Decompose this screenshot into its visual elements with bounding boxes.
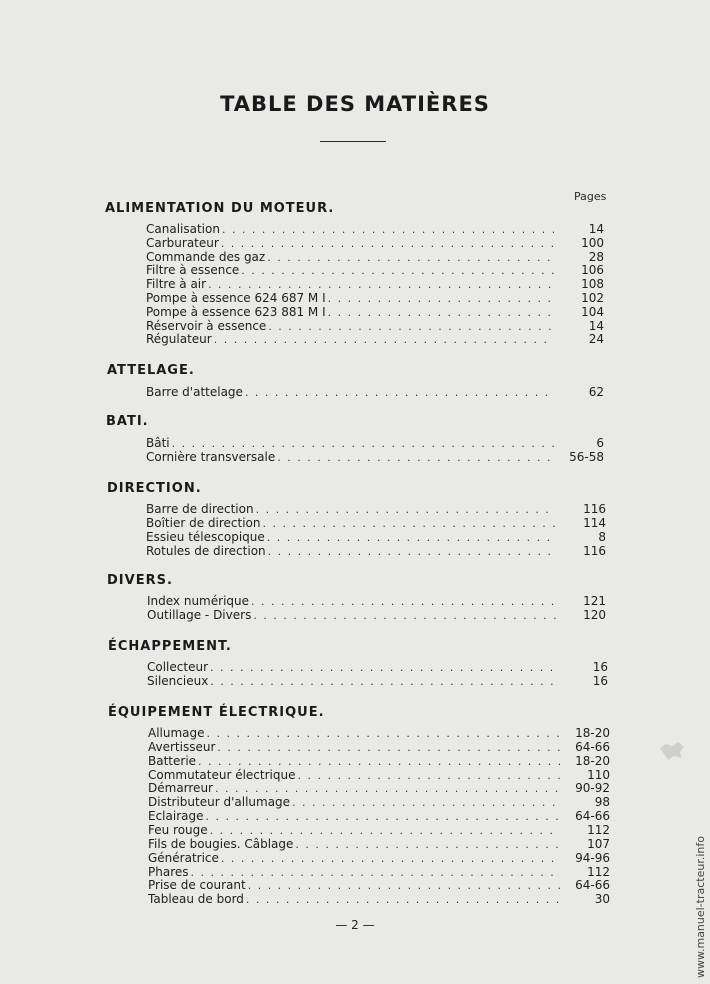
dot-leader <box>262 517 556 531</box>
entry-label: Barre de direction <box>146 502 254 516</box>
entry-label: Prise de courant <box>148 878 246 893</box>
dot-leader <box>277 451 554 465</box>
toc-entry <box>147 608 606 622</box>
toc-entry <box>148 878 610 892</box>
entry-page-number: 120 <box>583 608 606 622</box>
entry-label: Distributeur d'allumage <box>148 795 291 810</box>
entry-page-number: 56-58 <box>569 450 604 464</box>
entry-label: Rotules de direction <box>146 543 266 558</box>
dot-leader <box>245 386 554 400</box>
toc-entry <box>146 305 604 319</box>
entry-label: Canalisation <box>146 222 220 236</box>
entry-page-number: 30 <box>594 892 610 907</box>
entry-label: Silencieux <box>147 674 209 688</box>
toc-entry <box>146 250 604 264</box>
toc-entry <box>146 450 604 464</box>
entry-page-number: 14 <box>588 222 604 236</box>
entry-page-number: 110 <box>587 767 610 782</box>
toc-entry <box>146 332 604 346</box>
toc-entry <box>148 795 610 809</box>
toc-entry <box>147 594 606 608</box>
dot-leader <box>251 595 556 609</box>
toc-entry <box>146 530 606 544</box>
entry-page-number: 64-66 <box>575 878 610 893</box>
toc-entry <box>148 768 610 782</box>
toc-entry <box>148 726 610 740</box>
section-heading: ÉCHAPPEMENT. <box>108 639 232 654</box>
entry-label: Batterie <box>148 753 197 768</box>
entry-label: Filtre à air <box>146 277 207 292</box>
toc-entry <box>146 236 604 250</box>
toc-entry <box>146 291 604 305</box>
section-heading: ÉQUIPEMENT ÉLECTRIQUE. <box>108 705 325 720</box>
entry-page-number: 64-66 <box>575 739 610 754</box>
entry-label: Tableau de bord <box>148 892 244 907</box>
toc-entry <box>148 837 610 851</box>
entry-page-number: 90-92 <box>575 781 610 796</box>
entry-label: Bâti <box>146 436 170 450</box>
entry-page-number: 108 <box>581 277 604 292</box>
entry-label: Commutateur électrique <box>148 767 296 782</box>
toc-entry <box>146 502 606 516</box>
entry-page-number: 64-66 <box>575 809 610 824</box>
toc-entry <box>146 436 604 450</box>
entry-page-number: 14 <box>588 318 604 333</box>
dot-leader <box>210 675 558 689</box>
entry-page-number: 102 <box>581 291 604 305</box>
entry-page-number: 8 <box>598 529 606 544</box>
dot-leader <box>214 333 554 347</box>
entry-page-number: 106 <box>581 263 604 278</box>
toc-entry <box>147 660 608 674</box>
entry-page-number: 116 <box>583 502 606 516</box>
entry-label: Avertisseur <box>148 739 216 754</box>
entry-label: Génératrice <box>148 850 219 865</box>
entry-page-number: 114 <box>583 515 606 530</box>
entry-label: Pompe à essence 623 881 M I <box>146 304 326 319</box>
entry-label: Fils de bougies. Câblage <box>148 836 294 851</box>
entry-label: Collecteur <box>147 660 208 674</box>
entry-label: Réservoir à essence <box>146 318 267 333</box>
page-number: — 2 — <box>335 918 375 932</box>
entry-page-number: 112 <box>587 822 610 837</box>
toc-entry <box>148 851 610 865</box>
dot-leader <box>210 661 558 675</box>
entry-label: Allumage <box>148 726 205 740</box>
dot-leader <box>172 437 554 451</box>
dot-leader <box>256 503 556 517</box>
section-heading: DIRECTION. <box>107 481 202 496</box>
toc-entry <box>146 263 604 277</box>
pages-column-label: Pages <box>574 190 607 203</box>
toc-entry <box>146 277 604 291</box>
toc-entry <box>146 385 604 399</box>
entry-page-number: 94-96 <box>575 850 610 865</box>
entry-label: Feu rouge <box>148 822 208 837</box>
toc-entry <box>147 674 608 688</box>
section-heading: BATI. <box>106 414 149 429</box>
entry-page-number: 24 <box>588 332 604 347</box>
entry-label: Démarreur <box>148 781 213 796</box>
entry-label: Régulateur <box>146 332 212 347</box>
entry-page-number: 16 <box>592 674 608 688</box>
toc-entry <box>146 222 604 236</box>
entry-page-number: 6 <box>596 436 604 450</box>
dot-leader <box>267 531 556 545</box>
entry-label: Outillage - Divers <box>147 608 252 622</box>
entry-page-number: 112 <box>587 864 610 879</box>
entry-label: Commande des gaz <box>146 249 266 264</box>
toc-entry <box>148 892 610 906</box>
entry-page-number: 16 <box>592 660 608 674</box>
toc-entry <box>148 754 610 768</box>
entry-page-number: 28 <box>588 249 604 264</box>
entry-page-number: 100 <box>581 235 604 250</box>
entry-page-number: 98 <box>594 795 610 810</box>
toc-entry <box>146 544 606 558</box>
entry-label: Essieu télescopique <box>146 529 265 544</box>
entry-page-number: 116 <box>583 543 606 558</box>
entry-page-number: 121 <box>583 594 606 608</box>
entry-label: Boîtier de direction <box>146 515 261 530</box>
dot-leader <box>246 893 560 907</box>
section-heading: DIVERS. <box>107 573 173 588</box>
section-heading: ATTELAGE. <box>107 363 195 378</box>
toc-entry <box>148 809 610 823</box>
toc-entry <box>148 781 610 795</box>
entry-label: Eclairage <box>148 809 204 824</box>
entry-label: Cornière transversale <box>146 450 276 464</box>
entry-page-number: 18-20 <box>575 753 610 768</box>
toc-entry <box>148 740 610 754</box>
website-watermark: www.manuel-tracteur.info <box>694 836 707 978</box>
dot-leader <box>253 609 556 623</box>
entry-label: Barre d'attelage <box>146 385 243 399</box>
toc-entry <box>146 516 606 530</box>
ink-blot-mark <box>658 740 686 762</box>
entry-label: Filtre à essence <box>146 263 240 278</box>
entry-page-number: 107 <box>587 836 610 851</box>
toc-entry <box>146 319 604 333</box>
dot-leader <box>268 545 556 559</box>
entry-label: Pompe à essence 624 687 M I <box>146 291 326 305</box>
entry-page-number: 62 <box>588 385 604 399</box>
entry-page-number: 104 <box>581 304 604 319</box>
toc-entry <box>148 865 610 879</box>
entry-page-number: 18-20 <box>575 726 610 740</box>
title-underline <box>320 141 386 142</box>
page-title: TABLE DES MATIÈRES <box>220 92 490 116</box>
section-heading: ALIMENTATION DU MOTEUR. <box>105 201 335 216</box>
entry-label: Phares <box>148 864 189 879</box>
entry-label: Carburateur <box>146 235 219 250</box>
toc-entry <box>148 823 610 837</box>
entry-label: Index numérique <box>147 594 250 608</box>
